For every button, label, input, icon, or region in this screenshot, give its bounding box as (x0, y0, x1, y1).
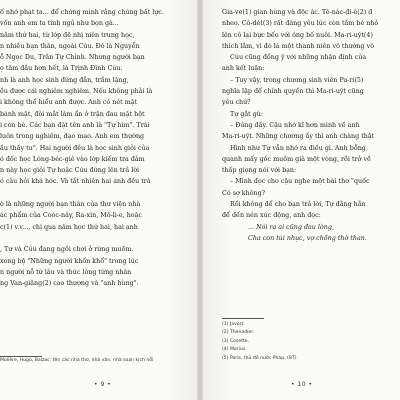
right-text-line: ... Nói ra ai cũng đau lòng, (248, 223, 334, 231)
left-text-line: vốn anh em ta tính ngủ như bọn gà... (0, 20, 119, 28)
left-text-line: ó đốc học Lòng-béc-giê vào lớp kiếm tra đảm (0, 155, 145, 163)
left-text-line: ầu thầy tu". Hai người đều là học sinh giỏi của (0, 144, 150, 152)
left-text-line: ng Van-giăng(2) cao thượng và "anh hùng". (0, 280, 139, 288)
left-text-line: ố nhớ phạt ta... để chứng minh rằng chúng bất lực. (0, 9, 164, 16)
right-text-line: nghĩa lập để chính quyền thì Ma-ri-uýt cũng (222, 88, 364, 96)
right-page-number: • 10 • (291, 381, 313, 388)
right-text-line: nheo. Cô-dét(3) rất đáng yêu lúc còn tấm bé nhỏ (222, 20, 379, 28)
right-text-line: thích lắm, vì đó là một thanh niên vô thường vô (222, 42, 375, 50)
left-text-line: i không thể hiểu anh được. Anh có nét mặt (0, 99, 138, 107)
left-text-line: ỗ Ngọc Du, Trần Tự Chỉnh. Nhưng người bạn (0, 54, 145, 62)
right-page (203, 0, 400, 400)
left-text-line: , Tự và Cúu đang ngồi chơi ở rừng muồm. (0, 246, 134, 254)
left-text-line (0, 233, 164, 244)
left-footnote: Molière, Hugo, Balzac: tên các nhà thơ, nhà văn, nhà soạn kịch nổi (0, 358, 154, 363)
footnote-item: (2) Thenadier. (222, 330, 255, 336)
left-text-line: c(1) v.v..., chị qua năm học thứ hai, hai anh (0, 223, 138, 231)
left-text-line: ò là những người bạn thân của thư viện nhà (0, 201, 141, 209)
right-text-line: để đến nén xúc động, anh đọc: (222, 212, 321, 220)
right-text-line: lên cô lại bực bếo với ông bố nuôi. Ma-ri-uýt(4) (222, 31, 373, 39)
left-text-line: n người nỗ từ lâu và thúc lòng từng nhân (0, 268, 132, 276)
right-text-line: Có sợ không? (222, 189, 266, 197)
right-text-line: Hình như Tự vẫn nhớ ra điều gì. Anh bỗng (230, 144, 366, 152)
left-text-line: luôn trong nghiêm, dạo mạo. Anh em thường (0, 133, 145, 141)
right-footnote-rule (222, 318, 264, 319)
right-text-line: thấp giọng nói với bạn: (222, 167, 297, 175)
right-text-line: quanh mấy gốc muồm già một vòng, rồi trở về (222, 155, 371, 163)
left-text-line: i còn bé. Các bạn đặt tên anh là "Tự hìm". Trái (0, 121, 150, 129)
left-text-line: xong bộ "Những người khốn khổ" trong lúc (0, 257, 139, 265)
footnote-item: (3) Cosette. (222, 338, 250, 344)
left-text-line (0, 188, 164, 199)
left-page (0, 0, 197, 400)
left-text-line: n nhiều bạn thân, ngoài Cúu. Đó là Nguyễn (0, 42, 140, 50)
left-text-line: ọ tâm đầu hơn hết, là Trịnh Đình Cúu. (0, 65, 123, 73)
right-text-line: Ma-ri-uýt. Những chương ấy thì anh chàng thật (222, 133, 375, 141)
right-page-body (222, 7, 378, 244)
right-text-line: yêu chứ? (222, 99, 251, 107)
left-page-number: • 9 • (94, 381, 112, 388)
right-text-line: Gia-ve(1) gian hùng và độc ác. Tê-nác-đi-ê(2) đ (222, 9, 373, 16)
right-footnotes (222, 321, 297, 363)
footnote-item: (1) Javert. (222, 322, 245, 327)
right-text-line: Tự gắt gù: (230, 110, 264, 118)
right-text-line: anh kết luận: (222, 65, 265, 73)
left-text-line: năm thứ hai, từ lớp đệ nhị niên trung học, (0, 31, 135, 39)
footnote-item: (5) Paris, thủ đô nước Pháp. (BT) (222, 355, 297, 361)
left-text-line: ều được cái nghiêm nghiêm. Nếu không phải là (0, 88, 153, 96)
left-footnote-rule (0, 356, 42, 357)
left-text-line: n này học giỏi Tự hoặc Cúu đứng lên trả lời (0, 167, 140, 175)
left-text-line: ác phẩm của Coóc-nây, Ra-xin, Mô-li-e, hoặc (0, 212, 142, 220)
left-text-line: bánh mật, đôi mắt làm ẩn ở trận đau mặt hột (0, 110, 145, 118)
right-text-line: – Tuy vậy, trong chương sinh viên Pa-ri(5) (230, 76, 364, 84)
left-page-body (0, 7, 164, 289)
left-text-line: ó câu hỏi khá hóc. Và tất nhiên hai anh đều trả (0, 178, 151, 186)
right-text-line: Rồi không để cho bạn trả lời, Tự đằng hắn (230, 201, 366, 209)
right-text-line: Cúu cũng đồng ý với những nhận định của (230, 54, 367, 62)
footnote-item: (4) Marius. (222, 347, 247, 353)
right-text-line: Cha con túi nhục, vợ chồng thờ than. (248, 234, 367, 242)
right-text-line: – Mình đọc cho cậu nghe một bài thơ "quốc (230, 178, 370, 186)
right-text-line: – Đúng đấy. Cậu nhớ kĩ hơn mình về anh (230, 121, 360, 129)
left-text-line: nh là anh học sinh đứng đắn, trầm lặng, (0, 76, 129, 84)
